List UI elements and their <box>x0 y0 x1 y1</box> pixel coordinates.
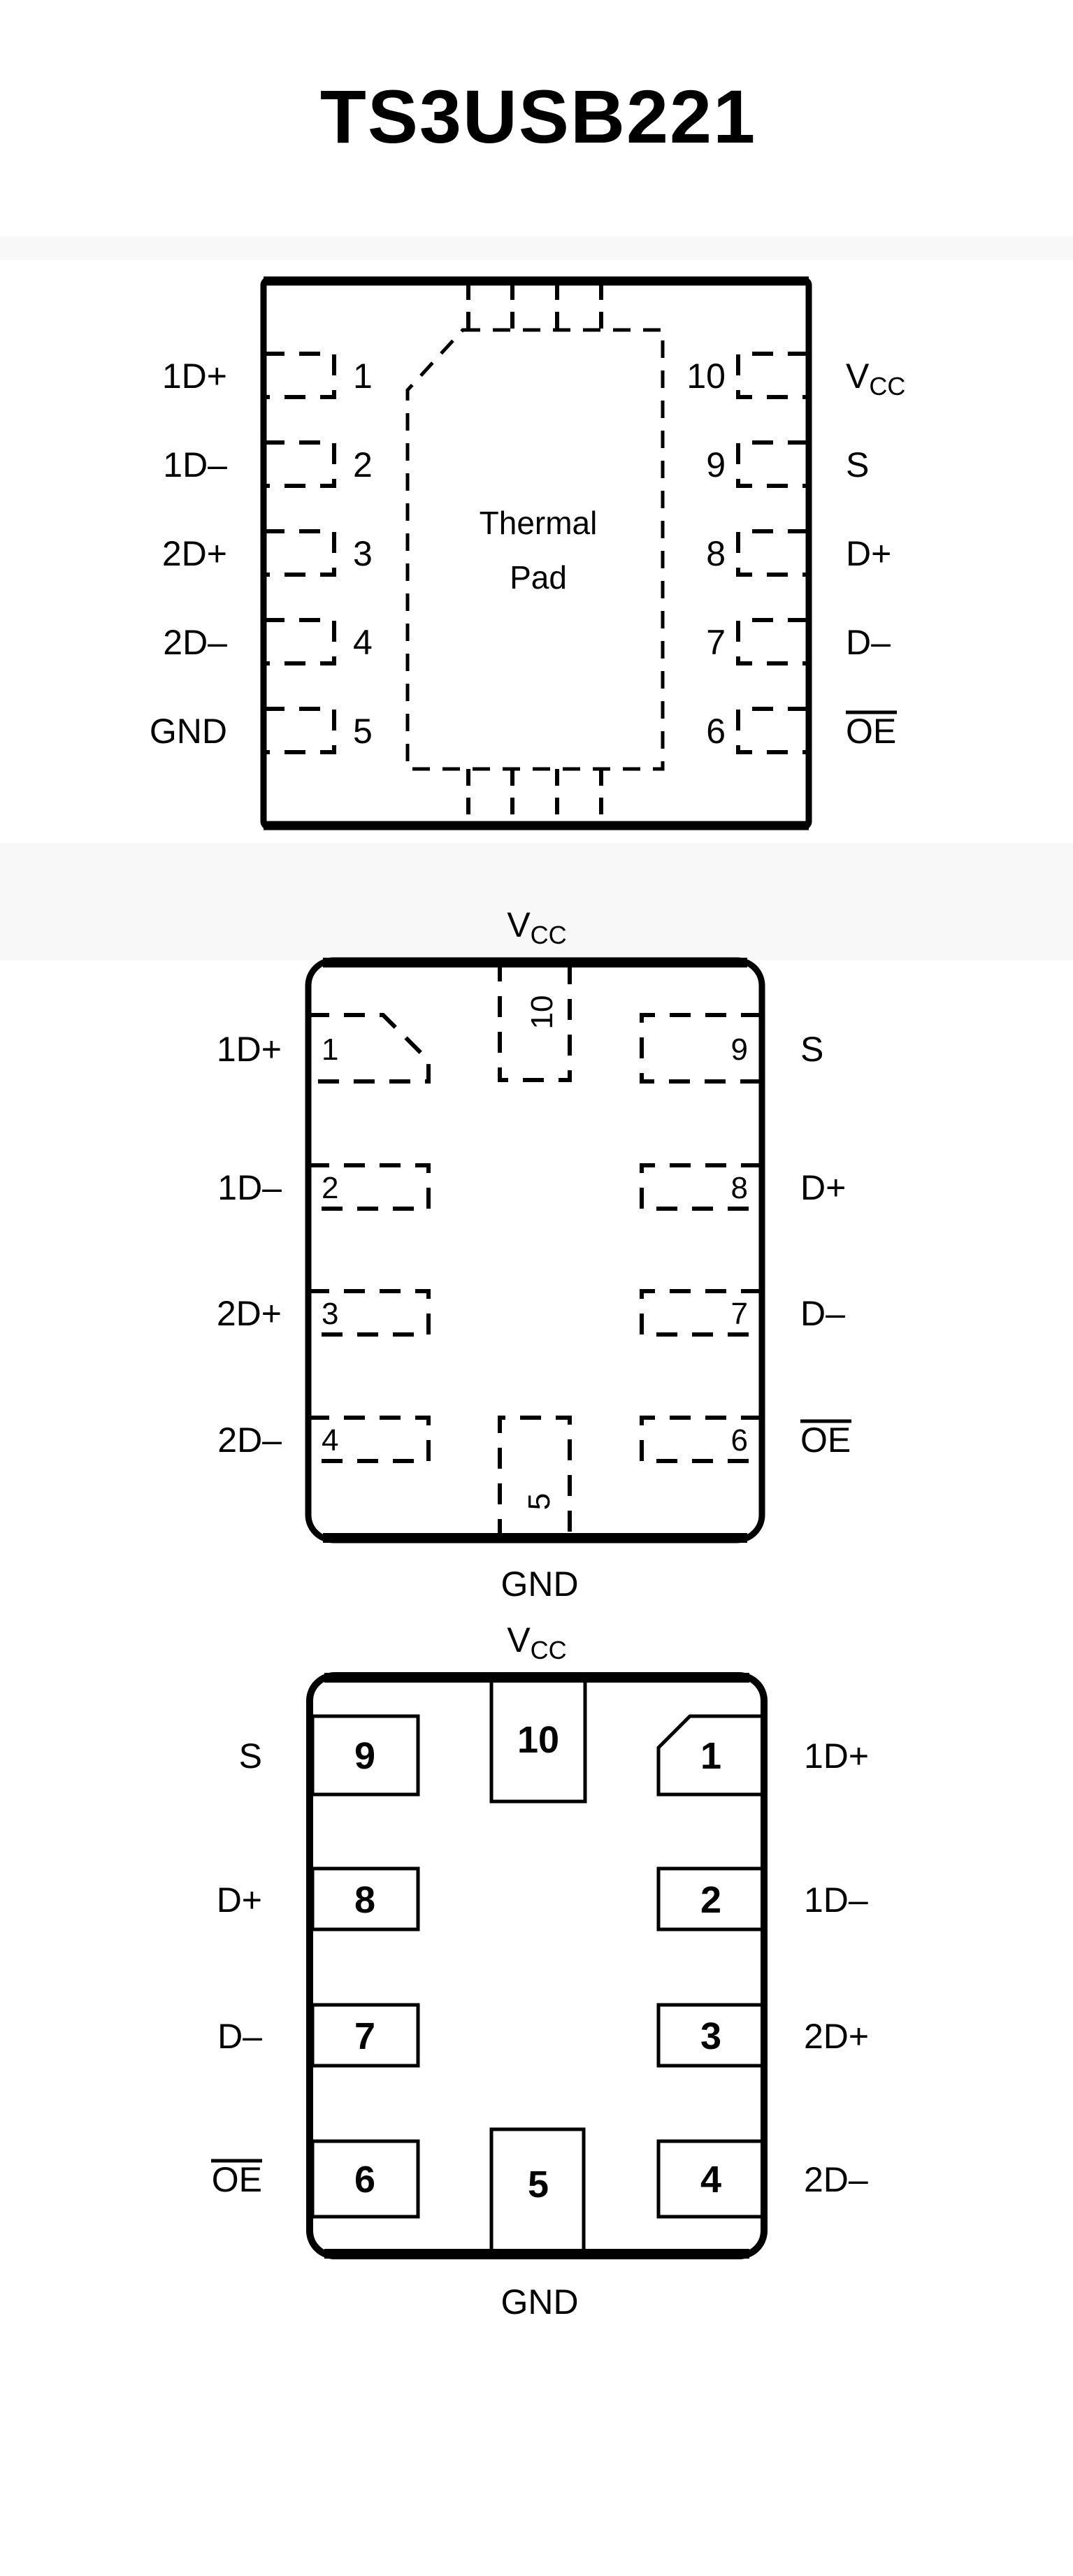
ground-label: GND <box>501 2282 579 2322</box>
figure-bottom-view <box>211 1620 869 2322</box>
pin-number-rotated: 5 <box>522 1492 556 1511</box>
pin-number: 4 <box>700 2159 722 2201</box>
pin-number: 10 <box>686 357 726 396</box>
pin-number: 6 <box>354 2159 376 2201</box>
pin-pad <box>738 354 809 397</box>
pin-number: 8 <box>706 534 726 573</box>
pin-pad-bottom <box>500 1418 570 1540</box>
pin-number: 8 <box>730 1171 748 1205</box>
power-label-vcc: $V_{CC}$ <box>507 1620 567 1664</box>
page-title: TS3USB221 <box>319 74 757 159</box>
pin-number: 8 <box>354 1879 376 1921</box>
pin-label: OE <box>846 712 897 751</box>
pin-pad <box>264 709 334 752</box>
pin-pad <box>738 709 809 752</box>
pin-label: 1D– <box>804 1880 868 1920</box>
pin-number: 5 <box>353 712 373 751</box>
pin-number: 1 <box>353 357 373 396</box>
pin-number: 9 <box>706 445 726 484</box>
pin-label: S <box>238 1736 262 1776</box>
pin-label: 1D+ <box>804 1736 870 1776</box>
pin-number-rotated: 10 <box>525 995 559 1030</box>
pin-label: D– <box>217 2017 262 2056</box>
pin-number: 4 <box>353 623 373 662</box>
pin-label: D+ <box>216 1880 262 1920</box>
pin-label: D– <box>800 1294 845 1333</box>
pin-number: 1 <box>700 1735 722 1777</box>
package-outline <box>264 280 809 827</box>
pin-number: 9 <box>354 1735 376 1777</box>
pin-number: 2 <box>700 1879 722 1921</box>
thermal-pad-label: Thermal <box>479 505 598 541</box>
pin-pad <box>738 620 809 663</box>
pin-label: D+ <box>800 1168 847 1207</box>
pin-label: 2D– <box>804 2160 868 2199</box>
figure-qfn-top-view <box>150 280 905 827</box>
pin-pad <box>264 442 334 486</box>
pin-number: 4 <box>322 1423 339 1458</box>
thermal-pad-label: Pad <box>510 559 567 596</box>
pin-label: D– <box>846 623 891 662</box>
pin-label-vcc: $V_{CC}$ <box>846 357 906 401</box>
pin-label: 2D– <box>217 1420 282 1460</box>
pin-label: GND <box>149 712 227 751</box>
pin-label: D+ <box>846 534 892 573</box>
pin-number: 3 <box>700 2015 722 2057</box>
pin-number: 3 <box>353 534 373 573</box>
pin-label: S <box>846 445 870 484</box>
pin-label: 2D+ <box>161 534 227 573</box>
pin-label: OE <box>800 1420 851 1460</box>
right-pin-pads <box>738 354 809 752</box>
ground-label: GND <box>501 1564 579 1604</box>
pin-number: 7 <box>730 1297 748 1331</box>
thermal-pad-outline <box>408 330 663 769</box>
pin-label: OE <box>211 2160 262 2199</box>
pin-label: 1D+ <box>216 1030 282 1069</box>
thermal-pad-tabs <box>468 283 601 826</box>
package-outline <box>308 960 762 1540</box>
pin-label: 2D+ <box>804 2017 870 2056</box>
pin-pad <box>264 531 334 575</box>
pin-label: 1D+ <box>161 357 227 396</box>
pin-label: S <box>800 1030 824 1069</box>
figure-top-view <box>217 905 851 1604</box>
pin-pad <box>264 354 334 397</box>
pin-label: 2D+ <box>216 1294 282 1333</box>
pin-number: 7 <box>706 623 726 662</box>
pin-number: 1 <box>322 1032 339 1067</box>
separator-band <box>0 236 1073 260</box>
pin-number: 2 <box>353 445 373 484</box>
pin-number: 7 <box>354 2015 376 2057</box>
pin-number: 6 <box>730 1423 748 1458</box>
pin-number: 6 <box>706 712 726 751</box>
pin-label: 1D– <box>217 1168 282 1207</box>
pin-label: 1D– <box>163 445 227 484</box>
pin-number: 3 <box>322 1297 339 1331</box>
pin-label: 2D– <box>163 623 227 662</box>
pin-number: 9 <box>730 1032 748 1067</box>
pin-number: 5 <box>527 2164 549 2206</box>
pin-number: 2 <box>322 1171 339 1205</box>
pin-pad <box>738 442 809 486</box>
left-pin-pads <box>264 354 334 752</box>
power-label-vcc: $V_{CC}$ <box>507 905 567 949</box>
pin-pad <box>264 620 334 663</box>
pin-number: 10 <box>517 1719 560 1761</box>
pin-pad <box>738 531 809 575</box>
